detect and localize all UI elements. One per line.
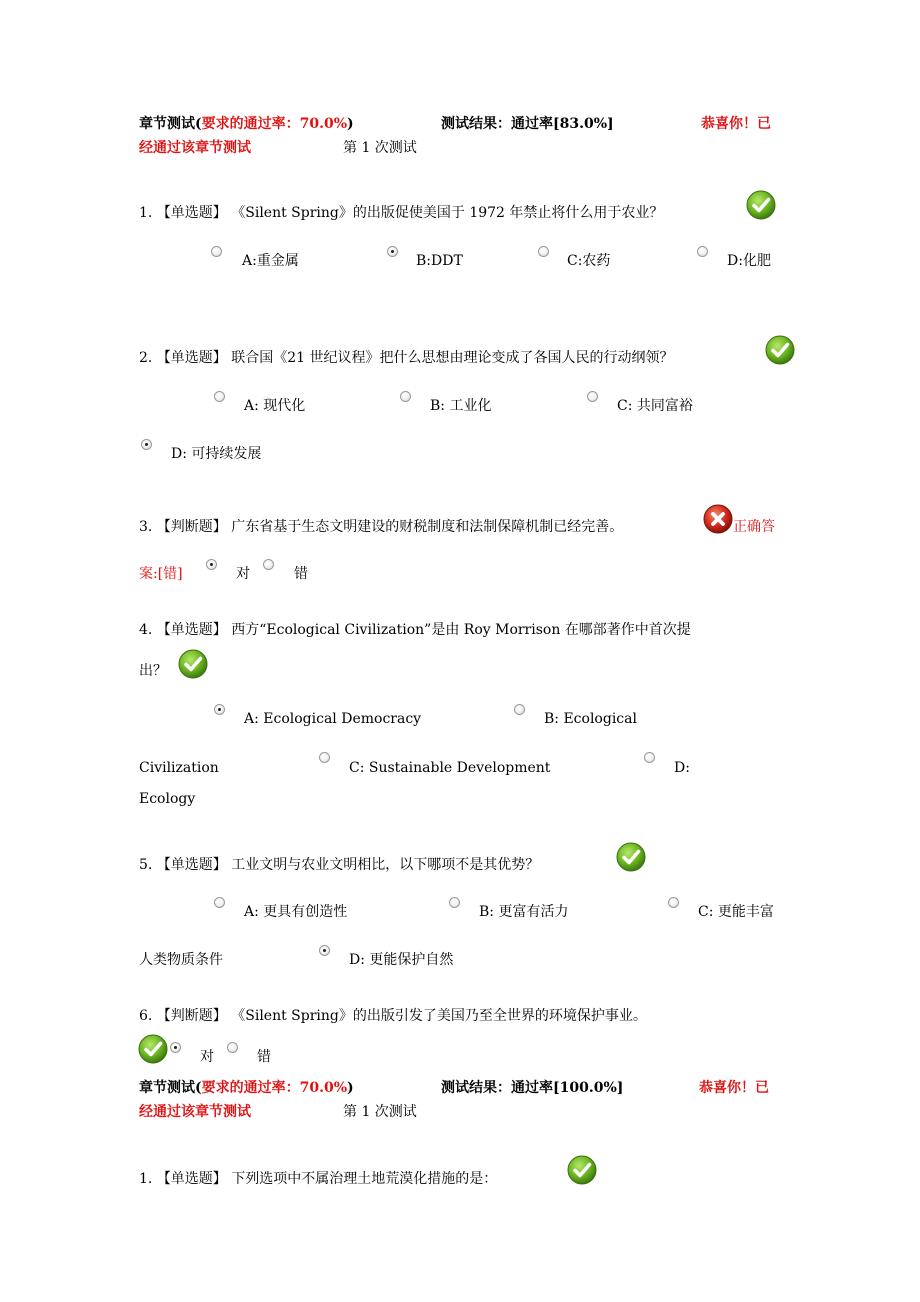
question-text: 1. 【单选题】 下列选项中不属治理土地荒漠化措施的是： bbox=[139, 1171, 498, 1187]
option-d-label: D: 更能保护自然 bbox=[349, 952, 454, 968]
option-a-label: A: 更具有创造性 bbox=[244, 904, 348, 920]
option-c-label: C:农药 bbox=[567, 253, 611, 269]
radio-option-d[interactable] bbox=[644, 752, 655, 763]
option-c-label-cont: 人类物质条件 bbox=[139, 952, 223, 968]
radio-option-b[interactable] bbox=[387, 246, 398, 257]
check-icon bbox=[765, 335, 795, 365]
congrats-text: 恭喜你！已 bbox=[701, 116, 771, 132]
correct-answer-value: 案:[错] bbox=[139, 566, 183, 582]
congrats-text-cont: 经通过该章节测试 bbox=[139, 140, 251, 156]
radio-option-a[interactable] bbox=[214, 704, 225, 715]
radio-option-b[interactable] bbox=[400, 391, 411, 402]
check-icon bbox=[616, 842, 646, 872]
option-b-label: B: 工业化 bbox=[430, 398, 492, 414]
radio-option-a[interactable] bbox=[214, 897, 225, 908]
header-title bbox=[139, 1081, 354, 1095]
question-text: 2. 【单选题】 联合国《21 世纪议程》把什么思想由理论变成了各国人民的行动纲领？ bbox=[139, 350, 674, 366]
radio-option-c[interactable] bbox=[668, 897, 679, 908]
check-icon bbox=[567, 1155, 597, 1185]
option-a-label: A: Ecological Democracy bbox=[244, 711, 422, 727]
radio-option-a[interactable] bbox=[211, 246, 222, 257]
radio-option-b[interactable] bbox=[514, 704, 525, 715]
radio-true[interactable] bbox=[170, 1042, 181, 1053]
check-icon bbox=[746, 190, 776, 220]
true-label: 对 bbox=[236, 566, 250, 582]
radio-option-c[interactable] bbox=[587, 391, 598, 402]
true-label: 对 bbox=[200, 1049, 214, 1065]
congrats-text-cont: 经通过该章节测试 bbox=[139, 1104, 251, 1120]
radio-option-d[interactable] bbox=[141, 439, 152, 450]
option-c-label: C: Sustainable Development bbox=[349, 760, 551, 776]
option-d-label: D:化肥 bbox=[727, 253, 771, 269]
option-d-label-cont: Ecology bbox=[139, 791, 196, 807]
cross-icon bbox=[703, 504, 733, 534]
question-text: 5. 【单选题】 工业文明与农业文明相比，以下哪项不是其优势？ bbox=[139, 857, 540, 873]
header-title bbox=[139, 117, 354, 131]
test-result: 测试结果：通过率[100.0%] bbox=[441, 1080, 624, 1096]
required-pass-rate: 要求的通过率：70.0% bbox=[201, 1080, 348, 1096]
question-text: 3. 【判断题】 广东省基于生态文明建设的财税制度和法制保障机制已经完善。 bbox=[139, 519, 624, 535]
test-result: 测试结果：通过率[83.0%] bbox=[441, 116, 614, 132]
false-label: 错 bbox=[294, 566, 308, 582]
false-label: 错 bbox=[257, 1049, 271, 1065]
question-text: 6. 【判断题】 《Silent Spring》的出版引发了美国乃至全世界的环境保护事业。 bbox=[139, 1008, 647, 1024]
radio-option-d[interactable] bbox=[319, 945, 330, 956]
check-icon bbox=[138, 1034, 168, 1064]
option-b-label: B:DDT bbox=[416, 253, 463, 269]
option-d-label: D: 可持续发展 bbox=[171, 446, 262, 462]
option-a-label: A:重金属 bbox=[242, 253, 299, 269]
option-a-label: A: 现代化 bbox=[244, 398, 306, 414]
question-text: 4. 【单选题】 西方“Ecological Civilization”是由 Roy Morrison 在哪部著作中首次提 bbox=[139, 622, 691, 638]
question-text-cont: 出？ bbox=[139, 663, 167, 679]
option-b-label-cont: Civilization bbox=[139, 760, 219, 776]
check-icon bbox=[178, 649, 208, 679]
option-b-label: B: Ecological bbox=[544, 711, 637, 727]
correct-answer-label: 正确答 bbox=[733, 519, 775, 535]
option-c-label: C: 共同富裕 bbox=[617, 398, 693, 414]
option-c-label: C: 更能丰富 bbox=[698, 904, 774, 920]
question-text: 1. 【单选题】 《Silent Spring》的出版促使美国于 1972 年禁止将什么用于农业？ bbox=[139, 205, 664, 221]
radio-option-b[interactable] bbox=[449, 897, 460, 908]
header-title-suffix: ) bbox=[347, 1080, 354, 1096]
radio-option-d[interactable] bbox=[697, 246, 708, 257]
option-b-label: B: 更富有活力 bbox=[479, 904, 569, 920]
radio-option-c[interactable] bbox=[319, 752, 330, 763]
attempt-count: 第 1 次测试 bbox=[343, 140, 417, 156]
header-title-suffix: ) bbox=[347, 116, 354, 132]
radio-false[interactable] bbox=[263, 559, 274, 570]
congrats-text: 恭喜你！已 bbox=[699, 1080, 769, 1096]
radio-false[interactable] bbox=[227, 1042, 238, 1053]
header-title-prefix: 章节测试( bbox=[139, 1080, 202, 1096]
attempt-count: 第 1 次测试 bbox=[343, 1104, 417, 1120]
required-pass-rate: 要求的通过率：70.0% bbox=[201, 116, 348, 132]
radio-true[interactable] bbox=[206, 559, 217, 570]
radio-option-a[interactable] bbox=[214, 391, 225, 402]
header-title-prefix: 章节测试( bbox=[139, 116, 202, 132]
radio-option-c[interactable] bbox=[538, 246, 549, 257]
option-d-label: D: bbox=[674, 760, 690, 776]
